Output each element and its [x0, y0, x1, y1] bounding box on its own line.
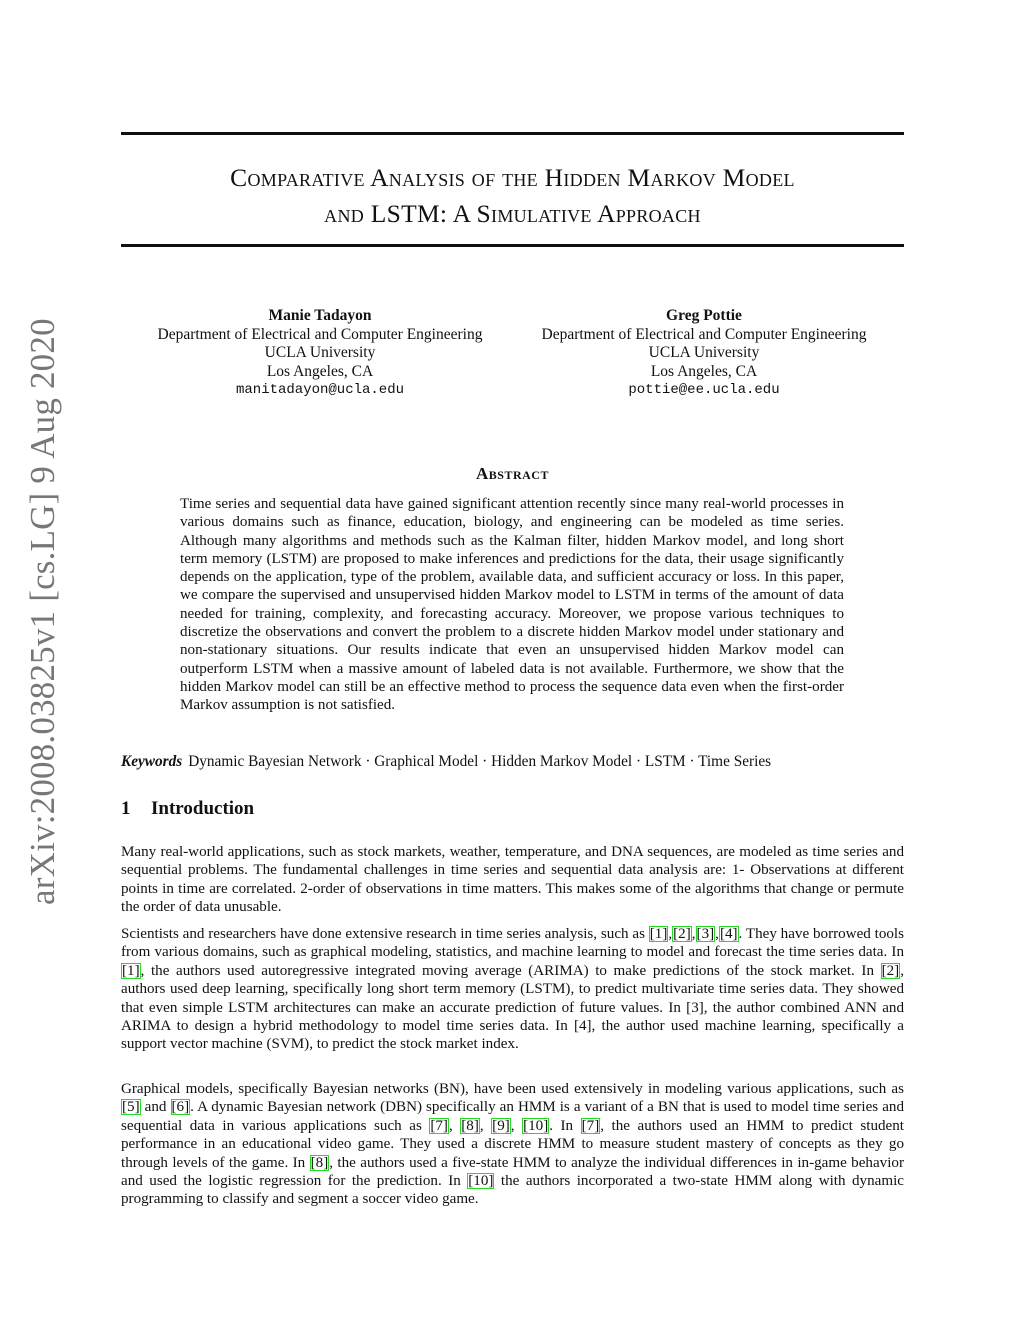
paragraph-text: , the authors used an HMM to predict student performance in an educational video game. They used a discrete HMM to measure student mastery of concepts as they go through levels of the game. In	[121, 1117, 904, 1171]
abstract-text: Time series and sequential data have gained significant attention recently since many real-world processes in various domains such as finance, education, biology, and engineering can be modeled as time series. Although many algorithms and methods such as the Kalman filter, hidden Markov model, and long short term memory (LSTM) are proposed to make inferences and predictions for the data, their usage significantly depends on the application, type of the problem, available data, and sufficient accuracy or loss. In this paper, we compare the supervised and unsupervised hidden Markov model to LSTM in terms of the amount of data needed for training, complexity, and forecasting accuracy. Moreover, we propose various techniques to discretize the observations and convert the problem to a discrete hidden Markov model under stationary and non-stationary situations. Our results indicate that even an unsupervised hidden Markov model can outperform LSTM when a massive amount of labeled data is not available. Furthermore, we show that the hidden Markov model can still be an effective method to process the sequence data even when the first-order Markov assumption is not satisfied.	[180, 496, 844, 714]
paragraph-3	[121, 1080, 904, 1209]
paragraph-text: . A dynamic Bayesian network (DBN) specifically an HMM is a variant of a BN that is used to model time series and sequential data in various applications such as	[121, 1099, 905, 1134]
citation-link[interactable]: [1]	[649, 926, 668, 942]
citation-link[interactable]: [3]	[696, 926, 715, 942]
citation-link[interactable]: [4]	[719, 926, 738, 942]
keywords	[121, 752, 904, 772]
author-name: Greg Pottie	[666, 307, 742, 324]
citation-separator: ,	[668, 926, 673, 942]
citation-separator: ,	[479, 1117, 492, 1134]
citation-separator: ,	[715, 926, 719, 942]
paragraph-text: , the authors used autoregressive integrated moving average (ARIMA) to make predictions of the stock market. In	[140, 962, 881, 979]
author-city: Los Angeles, CA	[266, 362, 374, 380]
title-line-1: Comparative Analysis of the Hidden Markov Model	[230, 163, 795, 192]
citation-link[interactable]: [7]	[581, 1117, 600, 1134]
paragraph-text: . In	[549, 1117, 581, 1134]
section-heading	[121, 798, 254, 820]
author-email[interactable]: manitadayon@ucla.edu	[235, 382, 405, 398]
section-title: Introduction	[151, 798, 255, 819]
author-name: Manie Tadayon	[268, 307, 372, 324]
paragraph-text: . They have borrowed tools from various domains, such as graphical modeling, statistics, and machine learning to model and forecast the time series data. In	[121, 926, 904, 961]
paragraph-text: , the authors used a five-state HMM to analyze the individual differences in in-game behavior and used the logistic regression for the prediction. In	[121, 1154, 904, 1190]
author-department: Department of Electrical and Computer Engineering	[541, 325, 867, 343]
author-block-2	[494, 307, 914, 400]
citation-link[interactable]: [8]	[310, 1154, 329, 1171]
section-number: 1	[121, 798, 131, 819]
title-bottom-rule	[121, 244, 904, 247]
author-department: Department of Electrical and Computer Engineering	[157, 325, 483, 343]
citation-link[interactable]: [9]	[492, 1117, 510, 1134]
paragraph-text: the authors incorporated a two-state HMM along with dynamic programming to classify and segment a soccer video game.	[121, 1173, 904, 1208]
paragraph-1: Many real-world applications, such as stock markets, weather, temperature, and DNA sequences, are modeled as time series and sequential problems. The fundamental challenges in time series and sequential data analysis are: 1- Observations at different points in time are correlated. 2-order of observations in time matters. This makes some of the algorithms that change or permute the order of data unusable.	[121, 844, 904, 916]
citation-separator: ,	[691, 926, 696, 942]
citation-separator: ,	[510, 1117, 523, 1134]
author-block-1	[110, 307, 530, 400]
author-university: UCLA University	[648, 344, 760, 361]
abstract-heading: Abstract	[476, 464, 549, 483]
citation-link[interactable]: [6]	[171, 1099, 190, 1116]
citation-link[interactable]: [2]	[881, 962, 900, 979]
title-line-2: and LSTM: A Simulative Approach	[324, 199, 701, 228]
citation-link[interactable]: [10]	[523, 1117, 549, 1134]
citation-link[interactable]: [1]	[122, 962, 140, 979]
author-city: Los Angeles, CA	[650, 362, 758, 380]
paragraph-text: , authors used deep learning, specifically long short term memory (LSTM), to predict multivariate time series data. They showed that even simple LSTM architectures can make an accurate prediction of future values. In [3], the author combined ANN and ARIMA to design a hybrid methodology to model time series data. In [4], the author used machine learning, specifically a support vector machine (SVM), to predict the stock market index.	[121, 962, 904, 1053]
citation-link[interactable]: [8]	[461, 1117, 479, 1134]
paragraph-text: and	[140, 1099, 171, 1116]
citation-link[interactable]: [10]	[468, 1173, 494, 1190]
citation-separator: ,	[448, 1117, 461, 1134]
keywords-text: Dynamic Bayesian Network · Graphical Model · Hidden Markov Model · LSTM · Time Series	[188, 753, 772, 770]
citation-link[interactable]: [5]	[122, 1099, 140, 1116]
arxiv-side-label: arXiv:2008.03825v1 [cs.LG] 9 Aug 2020	[23, 318, 62, 905]
keywords-label: Keywords	[121, 753, 183, 770]
paragraph-text: Graphical models, specifically Bayesian networks (BN), have been used extensively in modeling various applications, such as	[121, 1081, 904, 1097]
paragraph-2	[121, 925, 904, 1054]
citation-link[interactable]: [7]	[430, 1117, 448, 1134]
citation-link[interactable]: [2]	[673, 926, 691, 942]
author-university: UCLA University	[264, 344, 376, 361]
paragraph-text: Scientists and researchers have done extensive research in time series analysis, such as	[121, 926, 649, 942]
title-top-rule	[121, 132, 904, 135]
paper-title	[121, 160, 904, 232]
author-email[interactable]: pottie@ee.ucla.edu	[628, 382, 780, 398]
